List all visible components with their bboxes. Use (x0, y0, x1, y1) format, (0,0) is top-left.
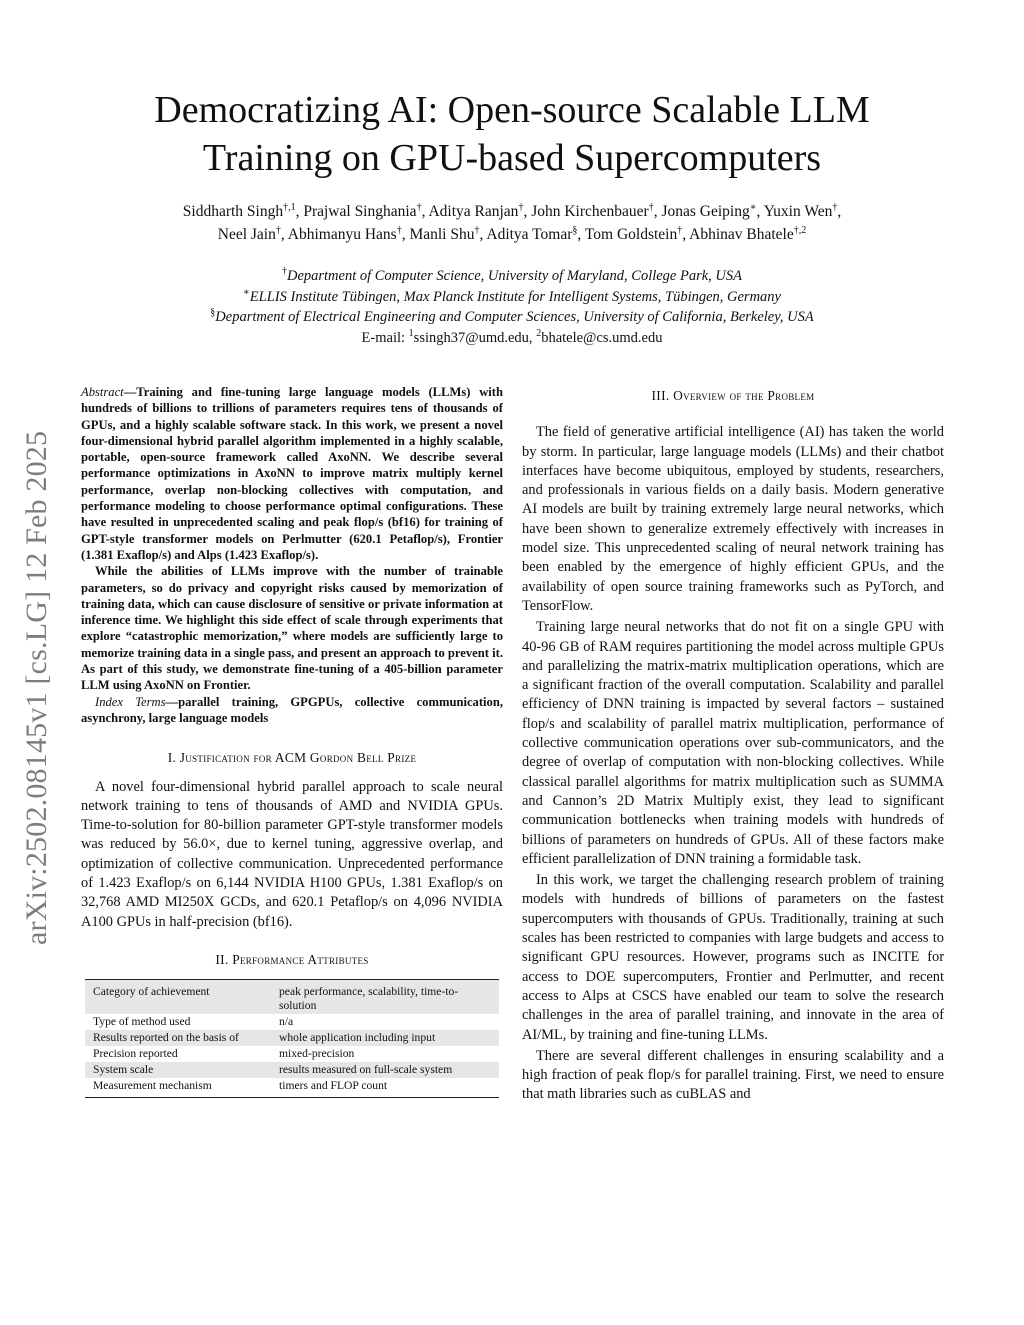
author-list (90, 200, 934, 246)
author-affil-mark: † (275, 224, 281, 236)
section-heading-justification: I. Justification for ACM Gordon Bell Prize (167, 750, 417, 766)
affil-mark: † (281, 266, 287, 278)
author-affil-mark: †,2 (793, 224, 807, 236)
author-name: Siddharth Singh (182, 203, 284, 220)
author-name: Prajwal Singhania (303, 203, 417, 220)
abstract-paragraph-1: Abstract—Training and fine-tuning large language models (LLMs) with hundreds of billions to trillions of parameters requires tens of thousands of GPUs, and a highly scalable software stack. In this work, we present a novel four-dimensional hybrid parallel algorithm implemented in a highly scalable, portable, open-source framework called AxoNN. We describe several performance optimizations in AxoNN to improve matrix multiply kernel performance, overlap non-blocking collectives with computation, and performance modeling to choose performance optimal configurations. These have resulted in unprecedented scaling and peak flop/s (bf16) for training of GPT-style transformer models on Perlmutter (620.1 Petaflop/s), Frontier (1.381 Exaflop/s) and Alps (1.423 Exaflop/s). (81, 385, 503, 562)
title-line-1: Democratizing AI: Open-source Scalable LLM (154, 89, 870, 131)
paper-title (80, 86, 944, 182)
author-name: Neel Jain (217, 226, 276, 243)
author-affil-mark: † (648, 201, 654, 213)
section-heading-overview: III. Overview of the Problem (651, 388, 815, 403)
affiliation-list (90, 266, 934, 348)
author-affil-mark: † (474, 224, 480, 236)
section3-paragraph-2: Training large neural networks that do not fit on a single GPU with 40-96 GB of RAM requires partitioning the model across multiple GPUs and parallelizing the matrix-matrix multiplication operations, which are a significant fraction of the overall computation. Scalability and parallel efficiency of DNN training is impacted by several factors – sustained flop/s and scalability of parallel matrix multiplication, performance of collective communication operations over sub-communicators, and the degree of overlap of computation with non-blocking collectives. While classical parallel algorithms for matrix multiplication such as SUMMA and Cannon’s 2D Matrix Multiply exist, they lead to significant communication bottlenecks when training models with hundreds of billions of parameters on hundreds of GPUs. All of these factors make efficient parallelization of DNN training a formidable task. (522, 619, 944, 867)
table-row: Measurement mechanism timers and FLOP count (85, 1078, 499, 1098)
author-name: Aditya Tomar (486, 226, 573, 243)
affil-mark: ∗ (243, 286, 250, 298)
performance-attributes-table (85, 979, 499, 1098)
section3-paragraph-1: The field of generative artificial intelligence (AI) has taken the world by storm. In particular, large language models (LLMs) and their chatbot interfaces have become ubiquitous, employed by students, researchers, and professionals in various fields on a daily basis. Modern generative AI models are built by training extremely large neural networks, which have been shown to generalize extremely effectively with increases in model size. This unprecedented scaling of neural network training has been enabled by the emergence of highly efficient GPUs, and the availability of open source training frameworks such as PyTorch, and TensorFlow. (522, 424, 944, 614)
abstract-paragraph-2: While the abilities of LLMs improve with the number of trainable parameters, so do privacy and copyright risks caused by memorization of training data, which can cause disclosure of sensitive or private information at inference time. We highlight this side effect of scale through experiments that explore “catastrophic memorization,” where models are sufficiently large to memorize training data in a single pass, and present an approach to prevent it. As part of this study, we demonstrate fine-tuning of a 405-billion parameter LLM using AxoNN on Frontier. (81, 564, 503, 693)
author-affil-mark: † (416, 201, 422, 213)
table-row: Precision reported mixed-precision (93, 1047, 355, 1061)
title-line-2: Training on GPU-based Supercomputers (202, 137, 822, 179)
section-heading-performance: II. Performance Attributes (215, 951, 369, 967)
author-name: Yuxin Wen (763, 203, 833, 220)
author-name: John Kirchenbauer (531, 203, 649, 220)
author-line-1: Siddharth Singh$^{\dagger,1}$, Prajwal Singhania†, Aditya Ranjan†, John Kirchenbauer†, Jonas Geiping∗, Yuxin Wen†, (182, 201, 842, 220)
author-name: Aditya Ranjan (428, 203, 519, 220)
arxiv-identifier-stamp: arXiv:2502.08145v1 [cs.LG] 12 Feb 2025 (20, 430, 53, 945)
table-row: Results reported on the basis of whole application including input (85, 1030, 499, 1046)
author-affil-mark: § (572, 224, 578, 236)
section1-paragraph: A novel four-dimensional hybrid parallel approach to scale neural network training to tens of thousands of AMD and NVIDIA GPUs. Time-to-solution for 80-billion parameter GPT-style transformer models was reduced by 56.0×, due to kernel tuning, aggressive overlap, and optimization of collective communication. Unprecedented performance of 1.423 Exaflop/s on 6,144 NVIDIA H100 GPUs, 1.381 Exaflop/s on 32,768 AMD MI250X GCDs, and 620.1 Petaflop/s on 4,096 NVIDIA A100 GPUs in half-precision (bf16). (81, 778, 503, 930)
table-row: Type of method used n/a (93, 1015, 294, 1029)
contact-email: E-mail: $^1$ssingh37@umd.edu, $^2$bhatele@cs.umd.edu (361, 327, 663, 346)
section3-paragraph-4: There are several different challenges in ensuring scalability and a high fraction of peak flop/s for parallel training. First, we need to ensure that math libraries such as cuBLAS and (522, 1047, 944, 1103)
author-affil-mark: † (832, 201, 838, 213)
affiliation-berkeley: §Department of Electrical Engineering and Computer Sciences, University of California, Berkeley, USA (210, 307, 814, 325)
affiliation-umd: †Department of Computer Science, University of Maryland, College Park, USA (281, 266, 743, 284)
author-line-2: Neel Jain†, Abhimanyu Hans†, Manli Shu†, Aditya Tomar§, Tom Goldstein†, Abhinav Bhatele$^{\dagger,2}$ (217, 224, 807, 243)
affiliation-ellis: ∗ELLIS Institute Tübingen, Max Planck Institute for Intelligent Systems, Tübingen, Germany (243, 286, 781, 305)
table-row: System scale results measured on full-scale system (85, 1062, 499, 1078)
table-row: Category of achievement peak performance, scalability, time-to-solution (85, 980, 499, 1015)
author-affil-mark: † (677, 224, 683, 236)
index-terms: Index Terms—parallel training, GPGPUs, collective communication, asynchrony, large language models (81, 694, 503, 725)
author-name: Tom Goldstein (584, 226, 678, 243)
left-column (81, 384, 503, 1098)
author-name: Manli Shu (409, 226, 475, 243)
author-name: Abhinav Bhatele (689, 226, 794, 243)
author-affil-mark: † (396, 224, 402, 236)
right-column (522, 384, 944, 1105)
author-affil-mark: † (518, 201, 524, 213)
author-name: Abhimanyu Hans (287, 226, 397, 243)
author-name: Jonas Geiping (661, 203, 750, 220)
affil-mark: § (210, 307, 216, 319)
email-link-1[interactable]: ssingh37@umd.edu, (413, 329, 537, 346)
email-link-2[interactable]: bhatele@cs.umd.edu (541, 329, 663, 346)
author-affil-mark: ∗ (749, 201, 757, 213)
section3-paragraph-3: In this work, we target the challenging research problem of training models with hundreds of billions of parameters on the fastest supercomputers with thousands of GPUs. Traditionally, training at such scales has been restricted to companies with large budgets and access to significant GPU resources. However, programs such as INCITE for access to DOE supercomputers, Frontier and Perlmutter, and recent access to Alps at CSCS have enabled our team to solve the research challenges in the area of parallel training, and innovate in the area of AI/ML, by training and fine-tuning LLMs. (522, 872, 944, 1043)
author-affil-mark: †,1 (283, 201, 296, 213)
